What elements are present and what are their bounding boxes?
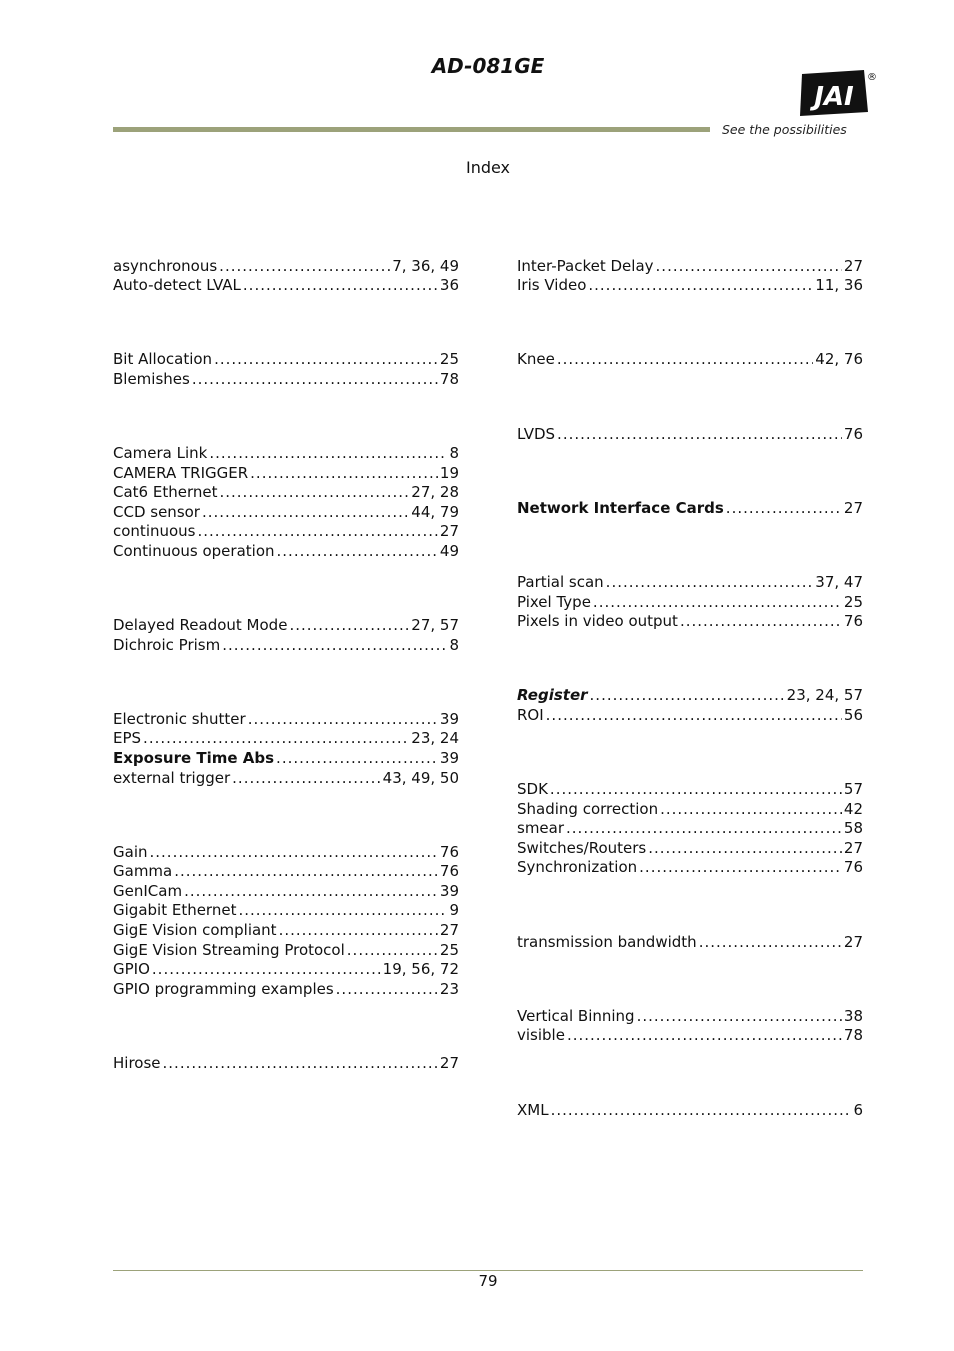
index-entry: CAMERA TRIGGER ..... 19 (113, 463, 459, 483)
index-entry: smear ..... 58 (517, 818, 863, 838)
index-entry: Pixel Type ..... 25 (517, 592, 863, 612)
index-entry: CCD sensor ..... 44, 79 (113, 502, 459, 522)
index-entry: SDK ..... 57 (517, 779, 863, 799)
page-number: 79 (478, 1272, 498, 1290)
index-entry: Vertical Binning ..... 38 (517, 1006, 863, 1026)
jai-logo (794, 68, 878, 120)
header-rule (113, 127, 710, 132)
index-entry: EPS ..... 23, 24 (113, 728, 459, 748)
index-entry: asynchronous ..... 7, 36, 49 (113, 256, 459, 276)
index-entry: Partial scan ..... 37, 47 (517, 572, 863, 592)
footer-rule (113, 1270, 863, 1271)
index-entry: Synchronization ..... 76 (517, 857, 863, 877)
index-entry: XML ..... 6 (517, 1100, 863, 1120)
index-entry: Blemishes ..... 78 (113, 369, 459, 389)
index-entry: GigE Vision Streaming Protocol ..... 25 (113, 940, 459, 960)
index-entry: Knee ..... 42, 76 (517, 349, 863, 369)
index-entry: Inter-Packet Delay ..... 27 (517, 256, 863, 276)
svg-text:®: ® (867, 72, 877, 83)
index-entry: external trigger ..... 43, 49, 50 (113, 768, 459, 788)
index-entry: GigE Vision compliant ..... 27 (113, 920, 459, 940)
index-entry: Gain ..... 76 (113, 842, 459, 862)
index-entry: visible ..... 78 (517, 1025, 863, 1045)
index-entry: Shading correction ..... 42 (517, 799, 863, 819)
index-entry: Switches/Routers ..... 27 (517, 838, 863, 858)
tagline: See the possibilities (722, 122, 847, 137)
index-entry: continuous ..... 27 (113, 521, 459, 541)
index-entry: Camera Link ..... 8 (113, 443, 459, 463)
index-entry: GPIO ..... 19, 56, 72 (113, 959, 459, 979)
index-entry: LVDS ..... 76 (517, 424, 863, 444)
index-entry: Iris Video ..... 11, 36 (517, 275, 863, 295)
index-entry: Auto-detect LVAL ..... 36 (113, 275, 459, 295)
index-entry: GenICam ..... 39 (113, 881, 459, 901)
index-entry: Continuous operation ..... 49 (113, 541, 459, 561)
index-entry: Gigabit Ethernet ..... 9 (113, 900, 459, 920)
index-entry: Hirose ..... 27 (113, 1053, 459, 1073)
index-entry: ROI ..... 56 (517, 705, 863, 725)
index-entry: Network Interface Cards ..... 27 (517, 498, 863, 518)
index-entry: Dichroic Prism ..... 8 (113, 635, 459, 655)
section-title: Index (465, 158, 511, 177)
index-entry: Gamma ..... 76 (113, 861, 459, 881)
index-entry: Exposure Time Abs ..... 39 (113, 748, 459, 768)
index-entry: transmission bandwidth ..... 27 (517, 932, 863, 952)
index-entry: Cat6 Ethernet ..... 27, 28 (113, 482, 459, 502)
index-entry: Bit Allocation ..... 25 (113, 349, 459, 369)
svg-text:JAI: JAI (814, 82, 854, 112)
index-entry: Delayed Readout Mode ..... 27, 57 (113, 615, 459, 635)
document-title: AD-081GE (431, 54, 545, 78)
index-entry: GPIO programming examples ..... 23 (113, 979, 459, 999)
index-entry: Register ..... 23, 24, 57 (517, 685, 863, 705)
index-entry: Pixels in video output ..... 76 (517, 611, 863, 631)
index-entry: Electronic shutter ..... 39 (113, 709, 459, 729)
